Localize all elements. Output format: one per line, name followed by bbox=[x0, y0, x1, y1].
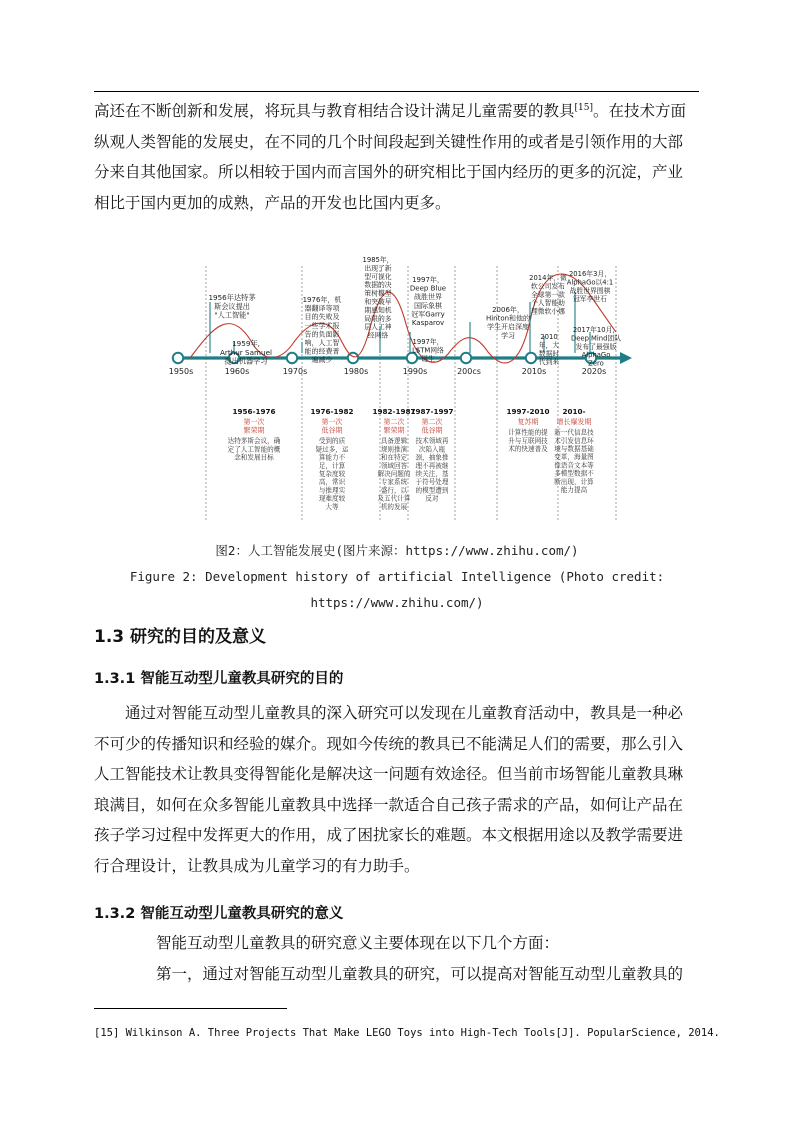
event-note-3: 1985年，出现了新型可视化数据的决策树模型和突破早期感知机局限的多层人工神经网络 bbox=[362, 256, 394, 340]
header-rule bbox=[94, 91, 699, 92]
period-range-3: 1987-1997 bbox=[410, 407, 454, 416]
decade-node-2 bbox=[287, 353, 297, 363]
period-desc-2: 具备逻辑规则推演和在特定领域回答解决问题的专家系统盛行，以及五代计算机的发展 bbox=[377, 437, 411, 511]
purpose-paragraph bbox=[94, 698, 700, 881]
citation-15[interactable]: [15] bbox=[574, 103, 593, 113]
purpose-line-3: 人工智能技术让教具变得智能化是解决这一问题有效途径。但当前市场智能儿童教具琳 bbox=[94, 765, 684, 783]
decade-label-5: 200cs bbox=[457, 367, 481, 376]
period-name-3: 第二次低谷期 bbox=[421, 418, 443, 435]
period-name-2: 第二次繁荣期 bbox=[383, 418, 405, 435]
period-range-4: 1997-2010 bbox=[506, 407, 550, 416]
figure-caption-en-2: https://www.zhihu.com/) bbox=[310, 595, 484, 610]
footnote-15: [15] Wilkinson A. Three Projects That Make LEGO Toys into High-Tech Tools[J]. PopularScience, 2014. bbox=[94, 1027, 720, 1039]
decade-label-0: 1950s bbox=[168, 367, 194, 376]
figure-caption-en-1: Figure 2: Development history of artificial Intelligence (Photo credit: bbox=[129, 569, 665, 584]
period-desc-1: 受到的质疑过多，运算能力不足，计算复杂度较高，常识与推理实现难度较大等 bbox=[315, 437, 349, 511]
significance-paragraph bbox=[94, 928, 700, 989]
event-note-1: 1959年, Arthur Samuel 提出机器学习 bbox=[220, 339, 272, 366]
decade-label-6: 2010s bbox=[521, 367, 547, 376]
event-note-9: 2016年3月， AlphaGo以4:1 战胜世界围棋冠军李世石 bbox=[566, 270, 614, 304]
intro-line-2: 纵观人类智能的发展史，在不同的几个时间段起到关键性作用的或者是引领作用的大部 bbox=[94, 132, 684, 151]
period-name-4: 复苏期 bbox=[517, 418, 539, 426]
intro-line-1: 高还在不断创新和发展，将玩具与教育相结合设计满足儿童需要的教具[15]。在技术方面 bbox=[94, 102, 687, 121]
period-name-0: 第一次繁荣期 bbox=[243, 418, 265, 435]
purpose-line-2: 不可少的传播知识和经验的媒介。现如今传统的教具已不能满足人们的需要，那么引入 bbox=[94, 734, 684, 753]
figure-caption-cn: 图2：人工智能发展史(图片来源：https://www.zhihu.com/) bbox=[215, 543, 579, 558]
footnote-rule bbox=[94, 1008, 287, 1009]
intro-line-3: 分来自其他国家。所以相较于国内而言国外的研究相比于国内经历的更多的沉淀，产业 bbox=[94, 163, 684, 182]
purpose-line-6: 行合理设计，让教具成为儿童学习的有力助手。 bbox=[94, 856, 420, 875]
significance-line-1: 智能互动型儿童教具的研究意义主要体现在以下几个方面： bbox=[156, 934, 560, 952]
event-note-7: 2014年，微软公司发布全球第一款个人智能助理微软小娜 bbox=[529, 274, 567, 316]
period-desc-3: 技术领域再次陷入瓶颈，抽象推理不再被继续关注，基于符号处理的模型遭到反对 bbox=[415, 437, 449, 503]
period-name-5: 增长爆发期 bbox=[556, 418, 592, 426]
significance-line-2: 第一，通过对智能互动型儿童教具的研究，可以提高对智能互动型儿童教具的 bbox=[156, 964, 684, 983]
decade-label-4: 1990s bbox=[402, 367, 428, 376]
event-note-8: 2010 年，大数据时代到来 bbox=[538, 333, 560, 367]
purpose-line-4: 琅满目，如何在众多智能儿童教具中选择一款适合自己孩子需求的产品，如何让产品在 bbox=[94, 795, 684, 814]
period-desc-0: 达特茅斯会议，确定了人工智能的概念和发展目标 bbox=[227, 437, 281, 462]
event-note-4: 1997年， Deep Blue 战胜世界国际象棋冠军Garry Kasparov bbox=[409, 276, 447, 327]
period-desc-5: 新一代信息技术引发信息环境与数据基础变革，海量图像语音文本等多模型数据不断出现，计算能力提高 bbox=[554, 428, 594, 494]
event-note-5: 1997年， LSTM网络诞生 bbox=[412, 338, 444, 363]
event-note-10: 2017年10月， Deep Mind团队发布了最强版 AlphaGo Zero bbox=[570, 326, 622, 368]
subsection-heading-1-3-1: 1.3.1 智能互动型儿童教具研究的目的 bbox=[94, 671, 344, 687]
period-range-1: 1976-1982 bbox=[310, 407, 354, 416]
ai-history-timeline-figure bbox=[168, 256, 632, 530]
decade-node-5 bbox=[461, 353, 471, 363]
decade-label-7: 2020s bbox=[581, 367, 607, 376]
event-note-2: 1976年，机器翻译等项目的失败及一些学术报告的负面影响，人工智能的经费普遍减少 bbox=[302, 296, 342, 365]
period-range-5: 2010- bbox=[562, 407, 586, 416]
period-range-2: 1982-1987 bbox=[372, 407, 416, 416]
section-heading-1-3: 1.3 研究的目的及意义 bbox=[94, 627, 267, 647]
decade-node-0 bbox=[173, 353, 183, 363]
decade-label-2: 1970s bbox=[282, 367, 308, 376]
purpose-line-5: 孩子学习过程中发挥更大的作用，成了困扰家长的难题。本文根据用途以及教学需要进 bbox=[94, 826, 684, 844]
decade-label-1: 1960s bbox=[224, 367, 250, 376]
intro-paragraph bbox=[94, 93, 700, 218]
decade-label-3: 1980s bbox=[343, 367, 369, 376]
event-note-6: 2006年， Hinton和他的学生开启深度学习 bbox=[485, 306, 531, 340]
period-name-1: 第一次低谷期 bbox=[321, 418, 343, 435]
period-desc-4: 计算性能的提升与互联网技术的快速普及 bbox=[508, 428, 548, 453]
intro-line-4: 相比于国内更加的成熟，产品的开发也比国内更多。 bbox=[94, 193, 451, 212]
decade-node-6 bbox=[526, 353, 536, 363]
subsection-heading-1-3-2: 1.3.2 智能互动型儿童教具研究的意义 bbox=[94, 906, 344, 922]
event-note-0: 1956年达特茅斯会议提出"人工智能" bbox=[208, 293, 256, 320]
period-range-0: 1956-1976 bbox=[232, 407, 276, 416]
purpose-line-1: 通过对智能互动型儿童教具的深入研究可以发现在儿童教育活动中，教具是一种必 bbox=[125, 704, 684, 722]
timeline-arrow bbox=[620, 352, 632, 364]
